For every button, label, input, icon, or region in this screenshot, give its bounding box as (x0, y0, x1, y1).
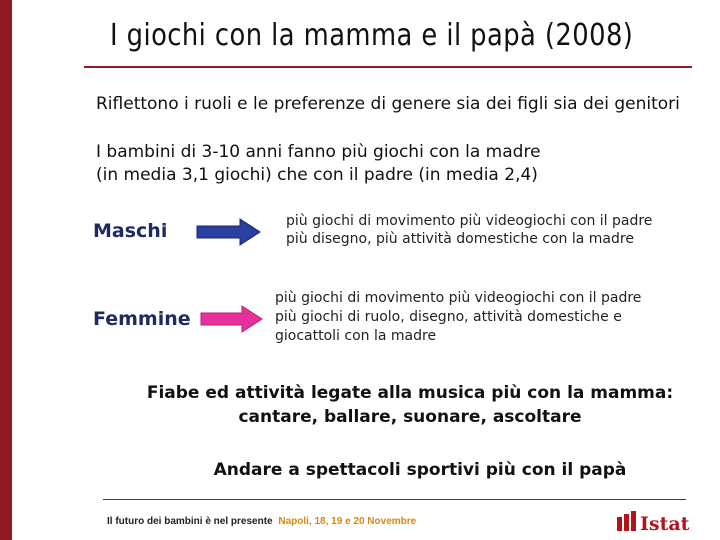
femmine-details (275, 289, 641, 346)
femmine-label: Femmine (93, 308, 191, 330)
maschi-detail-line-1: più giochi di movimento più videogiochi con il padre (286, 213, 653, 229)
footer (107, 516, 416, 527)
svg-text:Istat: Istat (640, 513, 690, 535)
music-activities-line-1: Fiabe ed attività legate alla musica più con la mamma: (146, 383, 674, 403)
slide-title: I giochi con la mamma e il papà (2008) (110, 18, 634, 53)
istat-logo (617, 510, 713, 536)
maschi-label: Maschi (93, 220, 168, 242)
femmine-arrow-icon (200, 305, 264, 333)
average-games-paragraph (96, 141, 541, 187)
sports-events-highlight: Andare a spettacoli sportivi più con il papà (213, 460, 627, 480)
intro-paragraph: Riflettono i ruoli e le preferenze di genere sia dei figli sia dei genitori (96, 94, 680, 114)
femmine-detail-line-1: più giochi di movimento più videogiochi con il padre (275, 290, 642, 306)
average-games-line-1: I bambini di 3-10 anni fanno più giochi con la madre (96, 142, 541, 162)
maschi-detail-line-2: più disegno, più attività domestiche con la madre (286, 231, 634, 247)
music-activities-highlight (110, 381, 710, 429)
title-divider (84, 66, 692, 68)
maschi-arrow-icon (196, 218, 262, 246)
average-games-line-2: (in media 3,1 giochi) che con il padre (in media 2,4) (96, 165, 538, 185)
left-color-band (0, 0, 12, 540)
femmine-detail-line-2: più giochi di ruolo, disegno, attività domestiche e (275, 309, 622, 325)
maschi-details (286, 212, 652, 248)
footer-event: Napoli, 18, 19 e 20 Novembre (278, 516, 417, 527)
footer-text: Il futuro dei bambini è nel presente (107, 516, 273, 527)
femmine-detail-line-3: giocattoli con la madre (275, 328, 437, 344)
footer-divider (103, 499, 686, 500)
music-activities-line-2: cantare, ballare, suonare, ascoltare (238, 407, 582, 427)
